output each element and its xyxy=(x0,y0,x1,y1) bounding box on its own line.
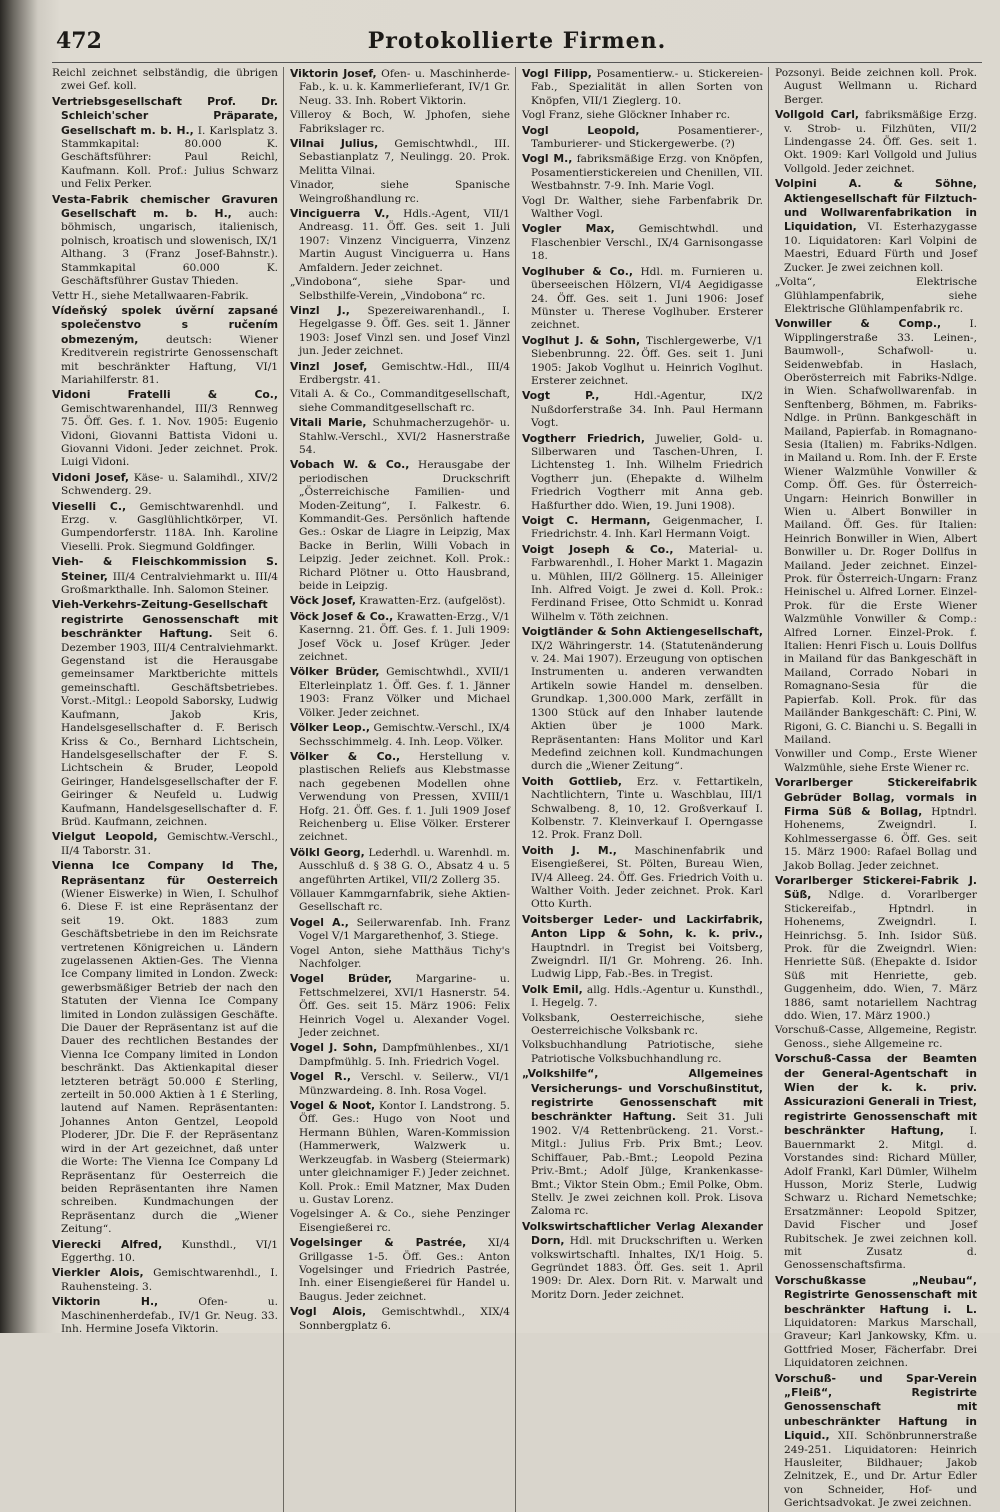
entry-details: Erz. v. Fettartikeln, Nachtlichtern, Tinte u. Waschblau, III/1 Schwalbeng. 8, 10, 12. Großverkauf I. Kolbenstr. 7. Kleinverkauf I. Operngasse 12. Prok. Franz Doll. xyxy=(531,775,763,842)
firm-name: Völker Leop., xyxy=(290,721,370,735)
firm-name: Vidoni Josef, xyxy=(52,470,129,484)
entry-details: Material- u. Farbwarenhdl., I. Hoher Markt 1. Magazin u. Mühlen, III/2 Göllnerg. 15. Alleiniger Inh. Alfred Voigt. Je zwei d. Koll. Prok.: Ferdinand Frisee, Otto Schmidt u. Konrad Wilhelm v. Töth zeichnen. xyxy=(531,543,764,623)
entry-columns xyxy=(52,67,982,1510)
firm-name: Vogelsinger & Pastrée, xyxy=(290,1236,467,1250)
entry-details: „Vindobona“, siehe Spar- und Selbsthilfe-Verein, „Vindobona“ rc. xyxy=(290,276,510,302)
directory-entry xyxy=(290,665,510,720)
directory-entry xyxy=(52,290,278,303)
entry-details: Geigenmacher, I. Friedrichstr. 4. Inh. Karl Hermann Voigt. xyxy=(531,515,763,541)
entry-details: III/4 Centralviehmarkt u. III/4 Großmarkthalle. Inh. Salomon Steiner. xyxy=(61,570,278,597)
firm-name: Vogt P., xyxy=(522,389,600,403)
firm-name: Vogl Filipp, xyxy=(522,67,592,80)
firm-name: Völker & Co., xyxy=(290,749,401,763)
column-2 xyxy=(290,67,516,1512)
firm-name: Vesta-Fabrik chemischer Gravuren Gesellschaft m. b. H., xyxy=(52,192,278,221)
entry-details: Vettr H., siehe Metallwaaren-Fabrik. xyxy=(52,289,249,302)
directory-entry xyxy=(290,304,510,359)
entry-details: Gemischtwhdl., XVII/1 Elterleinplatz 1. Öff. Ges. f. 1. Jänner 1903: Franz Völker und Michael Völker. Jeder zeichnet. xyxy=(299,666,510,719)
firm-name: Vogl Alois, xyxy=(290,1305,367,1319)
entry-details: Gemischtwarenhandel, III/3 Rennweg 75. Öff. Ges. f. 1. Nov. 1905: Eugenio Vidoni, Giovanni Battista Vidoni u. Giovanni Vidoni. Jeder zeichnet. Prok. Luigi Vidoni. xyxy=(61,402,278,469)
entry-details: Krawatten-Erz. (aufgelöst). xyxy=(359,595,506,608)
firm-name: Vielgut Leopold, xyxy=(52,830,158,844)
firm-name: Voglhuber & Co., xyxy=(522,264,633,278)
firm-name: Vogl Leopold, xyxy=(522,123,640,137)
entry-details: Maschinenfabrik und Eisengießerei, St. Pölten, Bureau Wien, IV/4 Alleeg. 24. Öff. Ges. Friedrich Voith u. Walther Voith. Jeder zeichnet. Prok. Karl Otto Kurth. xyxy=(531,844,763,911)
column-1 xyxy=(52,67,284,1512)
entry-details: Käse- u. Salamihdl., XIV/2 Schwenderg. 29. xyxy=(61,471,278,498)
directory-entry xyxy=(775,776,977,873)
entry-details: XII. Schönbrunnerstraße 249-251. Liquidatoren: Heinrich Hausleiter, Bildhauer; Jakob Zelnitzek, E., und Dr. Artur Edler von Schneider, Hof- und Gerichtsadvokat. Je zwei zeichnen. xyxy=(784,1430,977,1510)
entry-details: Gemischtw.-Hdl., III/4 Erdbergstr. 41. xyxy=(299,360,510,386)
firm-name: Vienna Ice Company Id The, Repräsentanz für Oesterreich xyxy=(52,859,278,887)
entry-details: Gemischtw.-Verschl., II/4 Taborstr. 31. xyxy=(61,831,278,857)
firm-name: Vollgold Carl, xyxy=(775,108,860,122)
firm-name: Vieselli C., xyxy=(52,499,127,513)
firm-name: Vieh- & Fleischkommission S. Steiner, xyxy=(52,555,278,583)
entry-details: Verschl. v. Seilerw., VI/1 Münzwardeing. 8. Inh. Rosa Vogel. xyxy=(299,1071,511,1097)
directory-entry xyxy=(775,874,977,1023)
entry-details: auch: böhmisch, ungarisch, italienisch, polnisch, kroatisch und slowenisch, IX/1 Althang. 3 (Franz Josef-Bahnstr.). Stammkapital 60.000 K. Geschäftsführer Gustav Thieden. xyxy=(61,208,278,288)
directory-entry xyxy=(522,1220,763,1302)
entry-details: I. Bauernmarkt 2. Mitgl. d. Vorstandes sind: Richard Müller, Adolf Frankl, Karl Dümler, Wilhelm Husson, Moriz Sterle, Ludwig Schwarz u. Richard Nemetschke; Ersatzmänner: Leopold Spitzer, David Fischer und Josef Rubitschek. Je zwei zeichnen koll. mit Zusatz d. Genossenschaftsfirma. xyxy=(784,1125,977,1272)
entry-details: Vogl Franz, siehe Glöckner Inhaber rc. xyxy=(522,109,731,122)
directory-entry xyxy=(52,859,278,1236)
entry-details: Ofen- u. Maschinherde-Fab., k. u. k. Kammerlieferant, IV/1 Gr. Neug. 33. Inh. Robert Viktorin. xyxy=(299,68,510,107)
entry-details: Hdl.-Agentur, IX/2 Nußdorferstraße 34. Inh. Paul Hermann Vogt. xyxy=(531,390,763,430)
directory-entry xyxy=(52,598,278,829)
entry-details: (Wiener Eiswerke) in Wien, I. Schulhof 6. Diese F. ist eine Repräsentanz der seit 19. Okt. 1883 zum Geschäftsbetriebe in den im Reichsrate vertretenen Königreichen u. Ländern zugelassenen Aktien-Ges. The Vienna Ice Company limited in London. Zweck: gewerbsmäßiger Betrieb der nach den Statuten der Vienna Ice Company limited in London zulässigen Geschäfte. Die Dauer der Repräsentanz ist auf die Dauer des rechtlichen Bestandes der Vienna Ice Company limited in London beschränkt. Das Aktienkapital dieser letzteren beträgt 50.000 £ Sterling, zerteilt in 50.000 Aktien à 1 £ Sterling, lautend auf Namen. Repräsentanten: Johannes Anton Gentzel, Leopold Ploderer, JDr. Die F. der Repräsentanz wird in der Art gezeichnet, daß unter die Worte: The Vienna Ice Company Ld Repräsentanz für Oesterreich die beiden Repräsentanten ihre Namen schreiben. Kundmachungen der Repräsentanz durch die „Wiener Zeitung“. xyxy=(61,887,278,1236)
entry-details: XI/4 Grillgasse 1-5. Öff. Ges.: Anton Vogelsinger und Friedrich Pastrée, Inh. einer Eisengießerei für Handel u. Baugus. Jeder zeichnet. xyxy=(299,1237,510,1303)
firm-name: Volk Emil, xyxy=(522,982,583,996)
directory-entry xyxy=(775,1024,977,1051)
entry-details: fabriksmäßige Erzg. von Knöpfen, Posamentierstickereien und Chenillen, VII. Westbahnstr. 7-9. Inh. Marie Vogl. xyxy=(531,153,763,193)
entry-details: IX/2 Währingerstr. 14. (Statutenänderung v. 24. Mai 1907). Erzeugung von optischen Instrumenten u. anderen verwandten Artikeln sowie Handel m. denselben. Grundkap. 1,300.000 Mark, zerfällt in 1300 Stück auf den Inhaber lautende Aktien über je 1000 Mark. Repräsentanten: Hans Molitor und Karl Medefind zeichnen koll. Kundmachungen durch die „Wiener Zeitung“. xyxy=(531,639,763,773)
page-header xyxy=(52,26,982,63)
entry-details: Hauptndrl. in Tregist bei Voitsberg, Zweigndrl. II/1 Gr. Mohreng. 26. Inh. Ludwig Lipp, Fab.-Bes. in Tregist. xyxy=(531,941,763,981)
entry-details: Volksbank, Oesterreichische, siehe Oesterreichische Volksbank rc. xyxy=(522,1011,763,1038)
directory-entry xyxy=(290,179,510,206)
entry-details: Hdl. mit Druckschriften u. Werken volkswirtschaftl. Inhaltes, IX/1 Hoig. 5. Gegründet 1883. Öff. Ges. seit 1. April 1909: Dr. Alex. Dorn Rit. v. Marwalt und Moritz Dorn. Jeder zeichnet. xyxy=(531,1235,763,1301)
directory-entry xyxy=(522,775,763,843)
firm-name: Vöck Josef & Co., xyxy=(290,609,394,623)
directory-entry xyxy=(290,846,510,887)
entry-details: Reichl zeichnet selbständig, die übrigen zwei Gef. koll. xyxy=(52,67,278,93)
firm-name: Vierecki Alfred, xyxy=(52,1237,163,1251)
entry-details: Seilerwarenfab. Inh. Franz Vogel V/1 Margarethenhof, 3. Stiege. xyxy=(299,916,510,943)
firm-name: Voith J. M., xyxy=(522,843,617,857)
directory-entry xyxy=(290,916,510,944)
directory-entry xyxy=(775,1052,977,1273)
firm-name: „Volkshilfe“, Allgemeines Versicherungs- und Vorschußinstitut, registrirte Genossenschaft mit beschränkter Haftung. xyxy=(522,1067,763,1124)
firm-name: Voigt C. Hermann, xyxy=(522,514,651,527)
directory-entry xyxy=(522,152,763,193)
firm-name: Vídeňský spolek úvěrní zapsané společenstvo s ručením obmezeným, xyxy=(52,303,278,346)
firm-name: Vierkler Alois, xyxy=(52,1266,144,1280)
firm-name: Vogel R., xyxy=(290,1070,351,1084)
entry-details: Spezereiwarenhandl., I. Hegelgasse 9. Öff. Ges. seit 1. Jänner 1903: Josef Vinzl sen. und Josef Vinzl jun. Jeder zeichnet. xyxy=(299,304,510,358)
directory-entry xyxy=(52,830,278,858)
directory-entry xyxy=(290,1099,510,1207)
entry-details: Posamentierw.- u. Stickereien-Fab., Spezialität in allen Sorten von Knöpfen, VII/1 Zieglerg. 10. xyxy=(531,68,763,107)
directory-entry xyxy=(290,972,510,1040)
firm-name: Vilnai Julius, xyxy=(290,137,379,151)
directory-entry xyxy=(522,389,763,430)
column-3 xyxy=(522,67,769,1512)
directory-entry xyxy=(52,500,278,555)
entry-details: Gemischtwhdl., III. Sebastianplatz 7, Neulingg. 20. Prok. Melitta Vilnai. xyxy=(299,138,510,177)
directory-entry xyxy=(522,265,763,333)
firm-name: Volpini A. & Söhne, Aktiengesellschaft für Filztuch- und Wollwarenfabrikation in Liquidation, xyxy=(775,177,977,234)
firm-name: Vogler Max, xyxy=(522,222,615,236)
directory-entry xyxy=(290,458,510,593)
directory-entry xyxy=(290,1208,510,1235)
directory-entry xyxy=(52,1238,278,1266)
directory-entry xyxy=(775,108,977,176)
entry-details: Posamentierer-, Tamburierer- und Stickergewerbe. (?) xyxy=(531,124,763,151)
firm-name: Viktorin Josef, xyxy=(290,67,377,80)
directory-entry xyxy=(775,748,977,775)
directory-entry xyxy=(52,555,278,597)
entry-details: Volksbuchhandlung Patriotische, siehe Patriotische Volksbuchhandlung rc. xyxy=(522,1039,763,1065)
entry-details: Gemischtwhdl. und Flaschenbier Verschl., IX/4 Garnisongasse 18. xyxy=(531,223,763,263)
directory-entry xyxy=(52,471,278,499)
directory-entry xyxy=(290,137,510,178)
entry-details: Herausgabe der periodischen Druckschrift „Österreichische Familien- und Moden-Zeitung“, I. Falkestr. 6. Kommandit-Ges. Persönlich haftende Ges.: Oskar de Liagre in Leipzig, Max Backe in Berlin, Willi Vobach in Leipzig. Jeder zeichnet. Koll. Prok.: Richard Plötner u. Otto Hausbrand, beide in Leipzig. xyxy=(299,459,510,593)
directory-entry xyxy=(522,983,763,1011)
firm-name: Vorschuß- und Spar-Verein „Fleiß“, Registrirte Genossenschaft mit unbeschränkter Haftung in Liquid., xyxy=(775,1371,977,1443)
directory-entry xyxy=(52,388,278,469)
directory-entry xyxy=(52,1295,278,1336)
firm-name: Voglhut J. & Sohn, xyxy=(522,333,641,347)
entry-details: Hdl. m. Furnieren u. überseeischen Hölzern, VI/4 Aegidigasse 24. Öff. Ges. seit 1. Juni 1906: Josef Münster u. Therese Voglhuber. Ersterer zeichnet. xyxy=(531,265,764,332)
directory-entry xyxy=(522,913,763,982)
firm-name: Voitsberger Leder- und Lackirfabrik, Anton Lipp & Sohn, k. k. priv., xyxy=(522,912,763,941)
entry-details: Vogl Dr. Walther, siehe Farbenfabrik Dr. Walther Vogl. xyxy=(522,194,763,221)
entry-details: Liquidatoren: Markus Marschall, Graveur; Karl Jankowsky, Kfm. u. Gottfried Moser, Fächerfabr. Drei Liquidatoren zeichnen. xyxy=(784,1316,977,1370)
directory-entry xyxy=(290,276,510,303)
firm-name: Vinzl Josef, xyxy=(290,359,368,373)
directory-entry xyxy=(522,109,763,122)
firm-name: Vonwiller & Comp., xyxy=(775,317,942,331)
entry-details: Vinador, siehe Spanische Weingroßhandlung rc. xyxy=(290,179,510,205)
firm-name: Volkswirtschaftlicher Verlag Alexander Dorn, xyxy=(522,1219,763,1248)
entry-details: Tischlergewerbe, V/1 Siebenbrunng. 22. Öff. Ges. seit 1. Juni 1905: Jakob Voglhut u. Heinrich Voglhut. Ersterer zeichnet. xyxy=(531,334,763,387)
directory-entry xyxy=(522,844,763,912)
directory-entry xyxy=(290,388,510,415)
entry-details: Ofen- u. Maschinenherdefab., IV/1 Gr. Neug. 33. Inh. Hermine Josefa Viktorin. xyxy=(61,1296,278,1335)
entry-details: deutsch: Wiener Kreditverein registrirte Genossenschaft mit beschränkter Haftung, VI/1 Mariahilferstr. 81. xyxy=(61,333,278,386)
firm-name: Vogtherr Friedrich, xyxy=(522,431,645,445)
directory-entry xyxy=(290,1041,510,1069)
firm-name: Vorarlberger Stickerei-Fabrik J. Süß, xyxy=(775,873,977,902)
page-title: Protokollierte Firmen. xyxy=(367,28,667,54)
firm-name: Viktorin H., xyxy=(52,1295,159,1309)
entry-details: Gemischtwhdl., XIX/4 Sonnbergplatz 6. xyxy=(299,1306,510,1332)
directory-entry xyxy=(522,222,763,263)
firm-name: Völker Brüder, xyxy=(290,665,380,679)
entry-details: „Volta“, Elektrische Glühlampenfabrik, siehe Elektrische Glühlampenfabrik rc. xyxy=(775,276,977,315)
entry-details: Juwelier, Gold- u. Silberwaren und Taschen-Uhren, I. Lichtensteg 1. Inh. Wilhelm Friedrich Vogtherr jun. (Ehepakte d. Wilhelm Friedrich Vogtherr mit Anna geb. Haßfurther ddo. Wien, 19. Juni 1908). xyxy=(531,432,764,512)
firm-name: Vorschuß-Cassa der Beamten der General-Agentschaft in Wien der k. k. priv. Assicurazioni Generali in Triest, registrirte Genossenschaft mit beschränkter Haftung, xyxy=(775,1052,977,1138)
directory-entry xyxy=(290,207,510,275)
entry-details: I. Wipplingerstraße 33. Leinen-, Baumwoll-, Schafwoll- u. Seidenwebfab. in Haslach, Oberösterreich mit Fabriks-Ndlge. in Wien. Schafwollwarenfab. in Senftenberg, Böhmen, m. Fabriks-Ndlge. in Prünn. Bankgeschäft in Mailand, Papierfab. in Romagnano-Sesia (Italien) m. Fabriks-Ndlgen. in Mailand u. Rom. Inh. der F. Erste Wiener Walzmühle Vonwiller & Comp. Öff. Ges. für Österreich-Ungarn: Heinrich Bonwiller in Wien u. Albert Bonwiller in Mailand. Öff. Ges. für Italien: Heinrich Bonwiller in Wien, Albert Bonwiller u. Dr. Roger Dollfus in Mailand. Jeder zeichnet. Einzel-Prok. für Österreich-Ungarn: Franz Heinischel u. Alfred Lorner. Einzel-Prok. für die Erste Wiener Walzmühle Vonwiller & Comp.: Alfred Lorner. Einzel-Prok. f. Italien: Henri Fisch u. Louis Dollfus in Mailand für das Bankgeschäft in Mailand, Corrado Nobari in Romagnano-Sesia für die Papierfab. Koll. Prok. für das Mailänder Bankgeschäft: C. Pini, W. Rigoni, G. C. Bianchi u. S. Begalli in Mailand. xyxy=(784,318,977,746)
entry-details: Vogel Anton, siehe Matthäus Tichy's Nachfolger. xyxy=(290,944,510,970)
firm-name: Voigt Joseph & Co., xyxy=(522,542,674,556)
entry-details: Vonwiller und Comp., Erste Wiener Walzmühle, siehe Erste Wiener rc. xyxy=(775,748,977,774)
directory-entry xyxy=(522,625,763,773)
entry-details: Gemischtwarenhdl. und Erzg. v. Gasglühlichtkörper, VI. Gumpendorferstr. 118A. Inh. Karoline Vieselli. Prok. Siegmund Goldfinger. xyxy=(61,500,278,553)
entry-details: fabriksmäßige Erzg. v. Strob- u. Filzhüten, VII/2 Lindengasse 24. Öff. Ges. seit 1. Okt. 1909: Karl Vollgold und Julius Vollgold. Jeder zeichnet. xyxy=(784,109,977,175)
entry-details: Hdls.-Agent, VII/1 Andreasg. 11. Öff. Ges. seit 1. Juli 1907: Vinzenz Vinciguerra, Vinzenz Martin August Vinciguerra u. Hans Amfaldern. Jeder zeichnet. xyxy=(299,208,510,274)
firm-name: Voigtländer & Sohn Aktiengesellschaft, xyxy=(522,625,763,639)
directory-entry xyxy=(522,514,763,542)
directory-entry xyxy=(290,109,510,136)
directory-entry xyxy=(522,67,763,108)
directory-entry xyxy=(290,750,510,845)
directory-entry xyxy=(52,193,278,289)
firm-name: Vertriebsgesellschaft Prof. Dr. Schleich'scher Präparate, Gesellschaft m. b. H., xyxy=(52,94,278,137)
directory-entry xyxy=(290,610,510,665)
firm-name: Vogel Brüder, xyxy=(290,972,393,986)
entry-details: VI. Esterhazygasse 10. Liquidatoren: Karl Volpini de Maestri, Eduard Fürth und Josef Zucker. Je zwei zeichnen koll. xyxy=(784,221,977,274)
firm-name: Vidoni Fratelli & Co., xyxy=(52,388,278,402)
firm-name: Vogl M., xyxy=(522,152,573,166)
entry-details: Seit 6. Dezember 1903, III/4 Centralviehmarkt. Gegenstand ist die Herausgabe gemeinsamer Marktberichte mittels gemeinschaftl. Geschäftsbetriebes. Vorst.-Mitgl.: Leopold Saborsky, Ludwig Kaufmann, Jakob Kris, Handelsgesellschafter d. F. Berisch Kriss & Co., Bernhard Lichtschein, Handelsgesellschafter der F. S. Lichtschein & Bruder, Leopold Geiringer, Handelsgesellschafter der F. Geiringer & Neufeld u. Ludwig Kaufmann, Handelsgesellschafter d. F. Brüd. Kaufmann, zeichnen. xyxy=(61,628,278,828)
directory-entry xyxy=(775,177,977,275)
firm-name: Vorarlberger Stickereifabrik Gebrüder Bollag, vormals in Firma Süß & Bollag, xyxy=(775,776,977,818)
directory-entry xyxy=(775,317,977,747)
firm-name: Vobach W. & Co., xyxy=(290,458,410,472)
entry-details: Herstellung v. plastischen Reliefs aus Klebstmasse nach gegebenen Modellen ohne Verwendung von Pressen, XVIII/1 Hofg. 21. Öff. Ges. f. 1. Juli 1909 Josef Reichenberg u. Elise Völker. Ersterer zeichnet. xyxy=(299,750,511,844)
directory-entry xyxy=(775,276,977,316)
entry-details: Vogelsinger A. & Co., siehe Penzinger Eisengießerei rc. xyxy=(290,1208,510,1234)
directory-entry xyxy=(522,195,763,222)
firm-name: Vinzl J., xyxy=(290,303,350,317)
entry-details: Gemischtwarenhdl., I. Rauhensteing. 3. xyxy=(61,1267,278,1293)
entry-details: Gemischtw.-Verschl., IX/4 Sechsschimmelg. 4. Inh. Leop. Völker. xyxy=(299,722,510,748)
entry-details: Ndlge. d. Vorarlberger Stickereifab., Hptndrl. in Hohenems, Zweigndrl. I. Heinrichsg. 5. Inh. Isidor Süß. Prok. für die Zweigndrl. Wien: Henriette Süß. (Ehepakte d. Isidor Süß mit Henriette, geb. Guggenheim, ddo. Wien, 7. März 1886, samt notariellem Nachtrag ddo. Wien, 17. März 1900.) xyxy=(784,889,977,1023)
directory-entry xyxy=(775,1274,977,1371)
directory-entry xyxy=(775,1372,977,1511)
firm-name: Vogel A., xyxy=(290,915,349,929)
column-4 xyxy=(775,67,982,1512)
entry-details: Völlauer Kammgarnfabrik, siehe Aktien-Gesellschaft rc. xyxy=(290,887,510,914)
entry-details: Hptndrl. Hohenems, Zweigndrl. I. Kohlmessergasse 6. Öff. Ges. seit 15. März 1900: Rafael Bollag und Jakob Bollag. Jeder zeichnet. xyxy=(784,805,977,872)
directory-entry xyxy=(52,67,278,94)
directory-entry xyxy=(290,360,510,388)
directory-entry xyxy=(290,945,510,972)
directory-entry xyxy=(52,304,278,387)
firm-name: Voith Gottlieb, xyxy=(522,774,623,788)
entry-details: Margarine- u. Fettschmelzerei, XVI/1 Hasnerstr. 54. Öff. Ges. seit 15. März 1906: Felix Heinrich Vogel u. Alexander Vogel. Jeder zeichnet. xyxy=(299,973,511,1040)
entry-details: Lederhdl. u. Warenhdl. m. Ausschluß d. § 38 G. O., Absatz 4 u. 5 angeführten Artikel, VII/2 Zollerg 35. xyxy=(299,846,510,886)
firm-name: Völkl Georg, xyxy=(290,845,365,859)
directory-entry xyxy=(290,888,510,915)
directory-entry xyxy=(290,1305,510,1333)
entry-details: Pozsonyi. Beide zeichnen koll. Prok. August Wellmann u. Richard Berger. xyxy=(775,67,977,106)
entry-details: I. Karlsplatz 3. Stammkapital: 80.000 K. Geschäftsführer: Paul Reichl, Kaufmann. Koll. Prof.: Julius Schwarz und Felix Perker. xyxy=(61,124,278,191)
entry-details: Schuhmacherzugehör- u. Stahlw.-Verschl., XVI/2 Hasnerstraße 54. xyxy=(299,417,510,456)
directory-entry xyxy=(522,543,763,624)
directory-entry xyxy=(522,1039,763,1066)
directory-entry xyxy=(522,1067,763,1218)
directory-entry xyxy=(522,1012,763,1039)
entry-details: Villeroy & Boch, W. Jphofen, siehe Fabrikslager rc. xyxy=(290,109,510,135)
entry-details: Seit 31. Juli 1902. V/4 Rettenbrückeng. 21. Vorst.-Mitgl.: Julius Frb. Prix Bmt.; Leov. Schiffauer, Pab.-Bmt.; Leopold Pezina Priv.-Bmt.; Adolf Jülge, Krankenkasse-Bmt.; Viktor Stein Obm.; Emil Polke, Obm. Stellv. Je zwei zeichnen koll. Prok. Lisova Zaloma rc. xyxy=(531,1111,763,1218)
entry-details: Krawatten-Erzg., V/1 Kasernng. 21. Öff. Ges. f. 1. Juli 1909: Josef Vöck u. Josef Krüger. Jeder zeichnet. xyxy=(299,610,510,664)
directory-entry xyxy=(290,1070,510,1098)
directory-entry xyxy=(522,124,763,152)
directory-entry xyxy=(290,1236,510,1304)
directory-entry xyxy=(52,95,278,192)
entry-details: Vitali A. & Co., Commanditgesellschaft, siehe Commanditgesellschaft rc. xyxy=(290,388,510,414)
firm-name: Vieh-Verkehrs-Zeitung-Gesellschaft registrirte Genossenschaft mit beschränkter Haftung. xyxy=(52,598,278,641)
directory-entry xyxy=(52,1266,278,1294)
directory-entry xyxy=(290,67,510,108)
firm-name: Vitali Marie, xyxy=(290,416,367,430)
entry-details: allg. Hdls.-Agentur u. Kunsthdl., I. Hegelg. 7. xyxy=(531,983,764,1010)
directory-entry xyxy=(290,721,510,749)
entry-details: Vorschuß-Casse, Allgemeine, Registr. Genoss., siehe Allgemeine rc. xyxy=(775,1024,977,1050)
directory-entry xyxy=(290,594,510,608)
firm-name: Vinciguerra V., xyxy=(290,207,390,221)
directory-entry xyxy=(290,416,510,457)
firm-name: Vöck Josef, xyxy=(290,594,356,608)
firm-name: Vogel J. Sohn, xyxy=(290,1041,378,1055)
firm-name: Vorschußkasse „Neubau“, Registrirte Genossenschaft mit beschränkter Haftung i. L. xyxy=(775,1273,977,1316)
directory-entry xyxy=(522,432,763,513)
directory-entry xyxy=(775,67,977,107)
entry-details: Dampfmühlenbes., XI/1 Dampfmühlg. 5. Inh. Friedrich Vogel. xyxy=(299,1042,510,1068)
firm-name: Vogel & Noot, xyxy=(290,1099,376,1113)
page-number: 472 xyxy=(56,28,102,54)
entry-details: Kunsthdl., VI/1 Eggerthg. 10. xyxy=(61,1238,278,1264)
entry-details: Kontor I. Landstrong. 5. Öff. Ges.: Hugo von Noot und Hermann Bühlen, Waren-Kommission (Hammerwerk, Walzwerk u. Werkzeugfab. in Wasberg (Steiermark) unter gleichnamiger F.) Jeder zeichnet. Koll. Prok.: Emil Matzner, Max Duden u. Gustav Lorenz. xyxy=(299,1100,510,1206)
directory-entry xyxy=(522,334,763,389)
